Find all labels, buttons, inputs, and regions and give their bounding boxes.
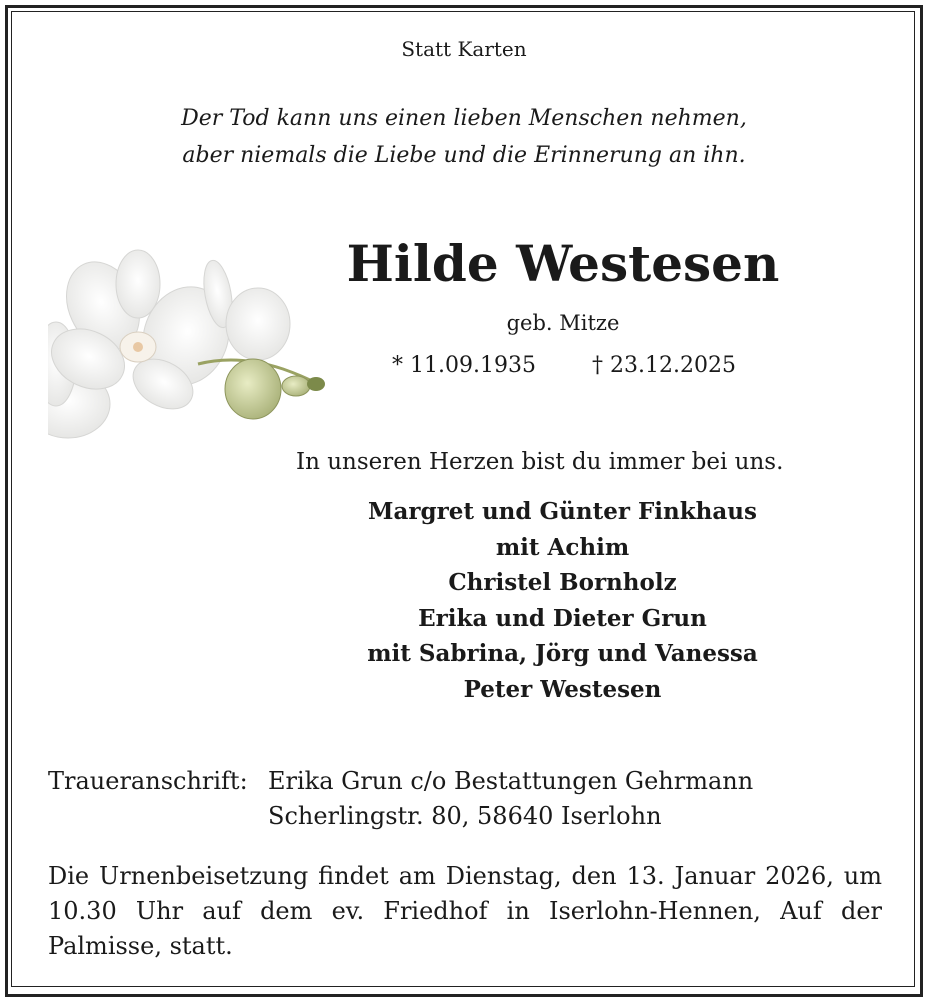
address-label: Traueranschrift:	[48, 767, 248, 795]
family-line: Peter Westesen	[463, 675, 662, 703]
death-date: † 23.12.2025	[592, 353, 736, 378]
quote-line-1: Der Tod kann uns einen lieben Menschen nehmen,	[181, 106, 747, 131]
address-line-2: Scherlingstr. 80, 58640 Iserlohn	[268, 802, 662, 830]
family-line: Margret und Günter Finkhaus	[368, 498, 757, 525]
birth-name: geb. Mitze	[506, 311, 620, 335]
family-line: mit Achim	[495, 533, 630, 561]
family-line: mit Sabrina, Jörg und Vanessa	[367, 640, 758, 667]
statt-karten: Statt Karten	[401, 37, 527, 61]
motto: In unseren Herzen bist du immer bei uns.	[296, 449, 784, 475]
deceased-name: Hilde Westesen	[346, 234, 780, 293]
family-list	[250, 494, 875, 707]
family-line: Erika und Dieter Grun	[418, 604, 707, 632]
birth-date: * 11.09.1935	[392, 353, 536, 378]
memorial-quote	[0, 100, 928, 174]
quote-line-2: aber niemals die Liebe und die Erinnerung an ihn.	[182, 143, 746, 168]
family-line: Christel Bornholz	[448, 569, 677, 596]
address-line-1: Erika Grun c/o Bestattungen Gehrmann	[268, 767, 754, 795]
burial-notice: Die Urnenbeisetzung findet am Dienstag, den 13. Januar 2026, um 10.30 Uhr auf dem ev. Friedhof in Iserlohn-Hennen, Auf der Palmisse, statt.	[48, 862, 882, 960]
